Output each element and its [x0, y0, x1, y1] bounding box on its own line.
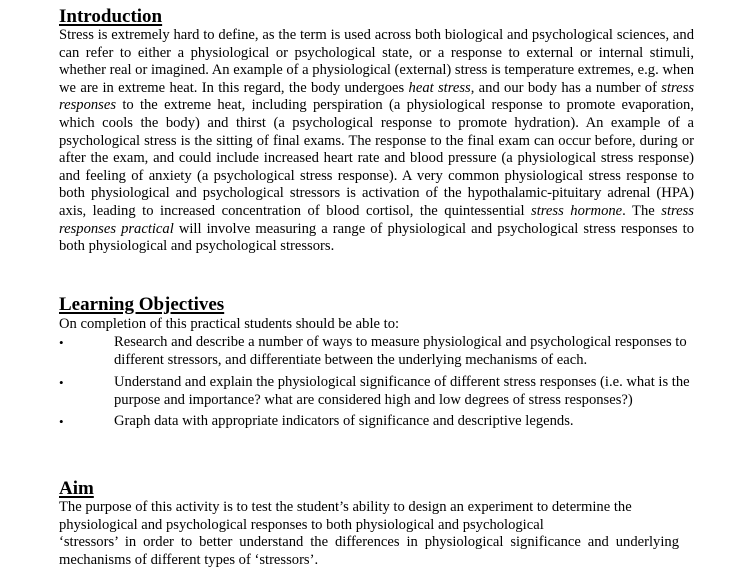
bullet-icon: • — [59, 414, 64, 429]
intro-text-2: , and our body has a number of — [470, 79, 662, 96]
objective-text-2: Understand and explain the physiological significance of different stress responses (i.e. what is the purpose and importance? what are considered high and low degrees of stress responses?) — [114, 374, 690, 408]
objective-text-1: Research and describe a number of ways to measure physiological and psychological responses to different stressors, and differentiate between the underlying mechanisms of each. — [114, 334, 687, 368]
objectives-lead: On completion of this practical students should be able to: — [59, 316, 400, 332]
objective-text-3: Graph data with appropriate indicators of significance and descriptive legends. — [114, 413, 574, 429]
aim-heading: Aim — [59, 478, 94, 499]
bullet-icon: • — [59, 335, 64, 350]
aim-paragraph-2: ‘stressors’ in order to better understand the differences in physiological significance and underlying mechanisms of different types of ‘stressors’. — [59, 534, 679, 568]
introduction-heading: Introduction — [59, 6, 163, 27]
intro-text-4: . The — [622, 202, 662, 219]
intro-italic-stress-responses: stress responses — [59, 79, 695, 114]
intro-text-3: to the extreme heat, including perspiration (a physiological response to promote evaporation, which cools the body) and thirst (a psychological response to promote hydration). An example of a psychological stress is the sitting of final exams. The response to the final exam can occur before, during or after the exam, and could include increased heart rate and blood pressure (a physiological stress response) and feeling of anxiety (a psychological stress response). A very common physiological stress response to both physiological and psychological stressors is activation of the hypothalamic-pituitary adrenal (HPA) axis, leading to increased concentration of blood cortisol, the quintessential — [59, 97, 694, 219]
intro-text-5: will involve measuring a range of physiological and psychological stress responses to both physiological and psychological stressors. — [59, 220, 694, 255]
intro-text-1: Stress is extremely hard to define, as the term is used across both biological and psychological sciences, and can refer to either a physiological or psychological state, or a response to external or internal stimuli, whether real or imagined. An example of a physiological (external) stress is temperature extremes, e.g. when we are in extreme heat. In this regard, the body undergoes — [59, 27, 695, 96]
intro-italic-stress-responses-practical: stress responses practical — [59, 202, 694, 237]
aim-paragraph-1: The purpose of this activity is to test the student’s ability to design an experiment to determine the physiological and psychological responses to both physiological and psychological — [59, 499, 632, 533]
introduction-paragraph — [59, 27, 694, 256]
bullet-icon: • — [59, 375, 64, 390]
intro-italic-heat-stress: heat stress — [408, 79, 471, 96]
learning-objectives-heading: Learning Objectives — [59, 294, 225, 315]
intro-italic-stress-hormone: stress hormone — [531, 202, 623, 219]
